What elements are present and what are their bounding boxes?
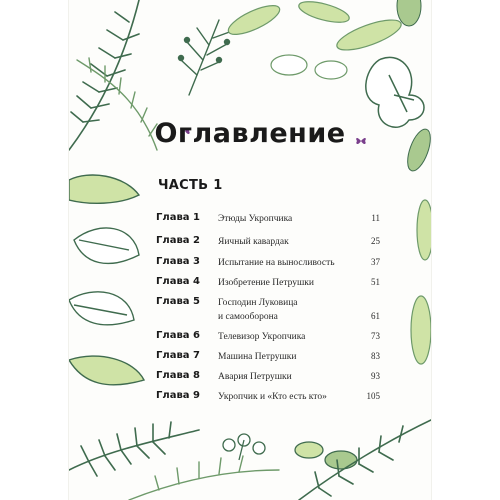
chapter-page-number: 105 [366, 391, 380, 401]
fern-bottom-left-icon [69, 422, 199, 476]
chapter-page-number: 73 [371, 331, 380, 341]
chapter-page-number: 61 [371, 311, 380, 321]
toc-entry[interactable] [69, 296, 431, 326]
chapter-label: Глава 8 [156, 370, 200, 381]
part-heading: ЧАСТЬ 1 [158, 178, 223, 193]
chapter-title: Авария Петрушки [218, 372, 292, 382]
fern-bottom-icon [129, 456, 279, 500]
chapter-title: Испытание на выносливость [218, 258, 335, 268]
chapter-page-number: 25 [371, 236, 380, 246]
chapter-label: Глава 3 [156, 256, 200, 267]
chapter-label: Глава 2 [156, 235, 200, 246]
book-page [69, 0, 431, 500]
dill-sprig-icon [179, 20, 236, 95]
chapter-title: Машина Петрушки [218, 352, 297, 362]
chapter-label: Глава 4 [156, 276, 200, 287]
toc-heading: Оглавление [154, 118, 346, 149]
chapter-page-number: 83 [371, 351, 380, 361]
chapter-page-number: 93 [371, 371, 380, 381]
chapter-label: Глава 6 [156, 330, 200, 341]
chapter-label: Глава 1 [156, 212, 200, 223]
chapter-label: Глава 7 [156, 350, 200, 361]
chapter-title: Этюды Укропчика [218, 214, 293, 224]
chapter-label: Глава 9 [156, 390, 200, 401]
chapter-title: Телевизор Укропчика [218, 332, 306, 342]
chapter-page-number: 11 [371, 213, 380, 223]
chapter-title: Изобретение Петрушки [218, 278, 314, 288]
fern-bottom-right-icon [299, 420, 431, 500]
chapter-title: Яичный кавардак [218, 237, 289, 247]
chapter-title: Укропчик и «Кто есть кто» [218, 392, 327, 402]
chapter-label: Глава 5 [156, 296, 200, 307]
toc-entry[interactable] [69, 390, 431, 420]
parsley-top-right-icon [366, 57, 424, 127]
chapter-page-number: 51 [371, 277, 380, 287]
chapter-page-number: 37 [371, 257, 380, 267]
chapter-title: Господин Луковица и самооборона [218, 298, 298, 322]
